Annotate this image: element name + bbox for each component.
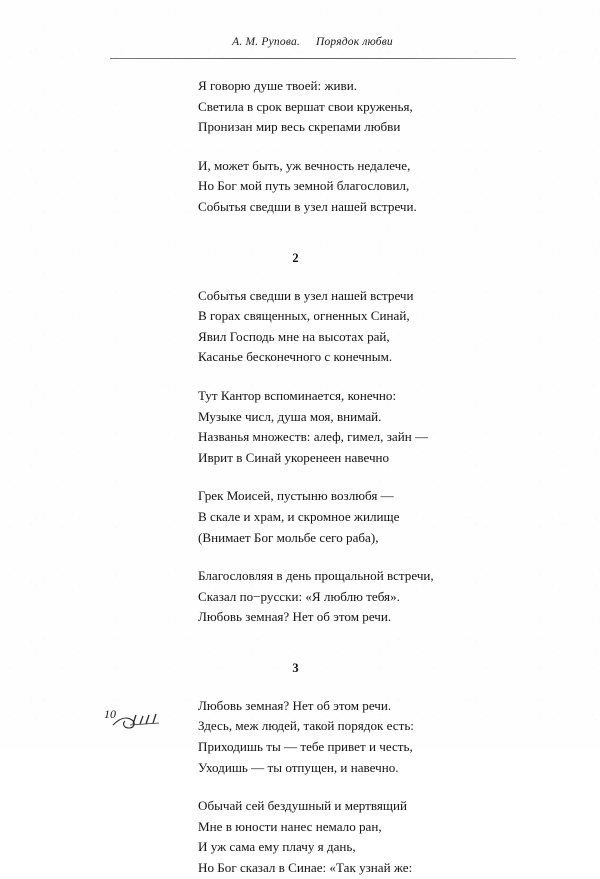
poem-line: Приходишь ты — тебе привет и честь, xyxy=(198,739,413,755)
stanza xyxy=(198,156,538,218)
running-head-author: А. М. Рупова. xyxy=(232,36,300,48)
stanza xyxy=(198,566,538,628)
poem-line: Музыке числ, душа моя, внимай. xyxy=(198,408,382,424)
stanza xyxy=(198,796,538,878)
running-head xyxy=(110,36,515,48)
poem-line: В горах священных, огненных Синай, xyxy=(198,308,410,324)
poem-line: Грек Моисей, пустыню возлюбя — xyxy=(198,488,394,504)
poem-line: Любовь земная? Нет об этом речи. xyxy=(198,609,392,625)
poem-line: Иврит в Синай укоренеен навечно xyxy=(198,449,390,465)
handwritten-scribble-icon xyxy=(112,712,174,738)
running-head-title: Порядок любви xyxy=(315,36,393,48)
poem-line: Пронизан мир весь скрепами любви xyxy=(198,119,401,135)
poem-line: Но Бог мой путь земной благословил, xyxy=(198,178,410,194)
poem-line: Любовь земная? Нет об этом речи. xyxy=(198,697,392,713)
poem-line: В скале и храм, и скромное жилище xyxy=(198,508,400,524)
poem-line: (Внимает Бог мольбе сего раба), xyxy=(198,529,379,545)
section-number: 2 xyxy=(292,250,299,265)
page-number: 10 xyxy=(104,707,116,721)
poem-line: Обычай сей бездушный и мертвящий xyxy=(198,798,408,814)
stanza xyxy=(198,696,538,778)
poem-line: И уж сама ему плачу я дань, xyxy=(198,839,356,855)
poem-line: Названья множеств: алеф, гимел, зайн — xyxy=(198,429,429,445)
poem-body xyxy=(198,76,538,879)
poem-line: Касанье бесконечного с конечным. xyxy=(198,349,393,365)
poem-line: Сказал по−русски: «Я люблю тебя». xyxy=(198,588,400,604)
section-number: 3 xyxy=(292,660,299,675)
stanza xyxy=(198,76,538,138)
poem-line: Благословляя в день прощальной встречи, xyxy=(198,568,434,584)
poem-line: Мне в юности нанес немало ран, xyxy=(198,818,382,834)
poem-line: Событья сведши в узел нашей встречи. xyxy=(198,198,417,214)
poem-line: Здесь, меж людей, такой порядок есть: xyxy=(198,718,414,734)
poem-line: Событья сведши в узел нашей встречи xyxy=(198,287,414,303)
poem-line: И, может быть, уж вечность недалече, xyxy=(198,157,411,173)
poem-line: Но Бог сказал в Синае: «Так узнай же: xyxy=(198,860,413,876)
poem-line: Я говорю душе твоей: живи. xyxy=(198,78,357,93)
stanza xyxy=(198,386,538,468)
stanza xyxy=(198,286,538,368)
running-head-rule xyxy=(110,58,516,59)
stanza xyxy=(198,486,538,548)
poem-line: Явил Господь мне на высотах рай, xyxy=(198,328,390,344)
poem-line: Светила в срок вершат свои круженья, xyxy=(198,98,413,114)
poem-line: Тут Кантор вспоминается, конечно: xyxy=(198,387,397,403)
poem-line: Уходишь — ты отпущен, и навечно. xyxy=(198,759,399,775)
